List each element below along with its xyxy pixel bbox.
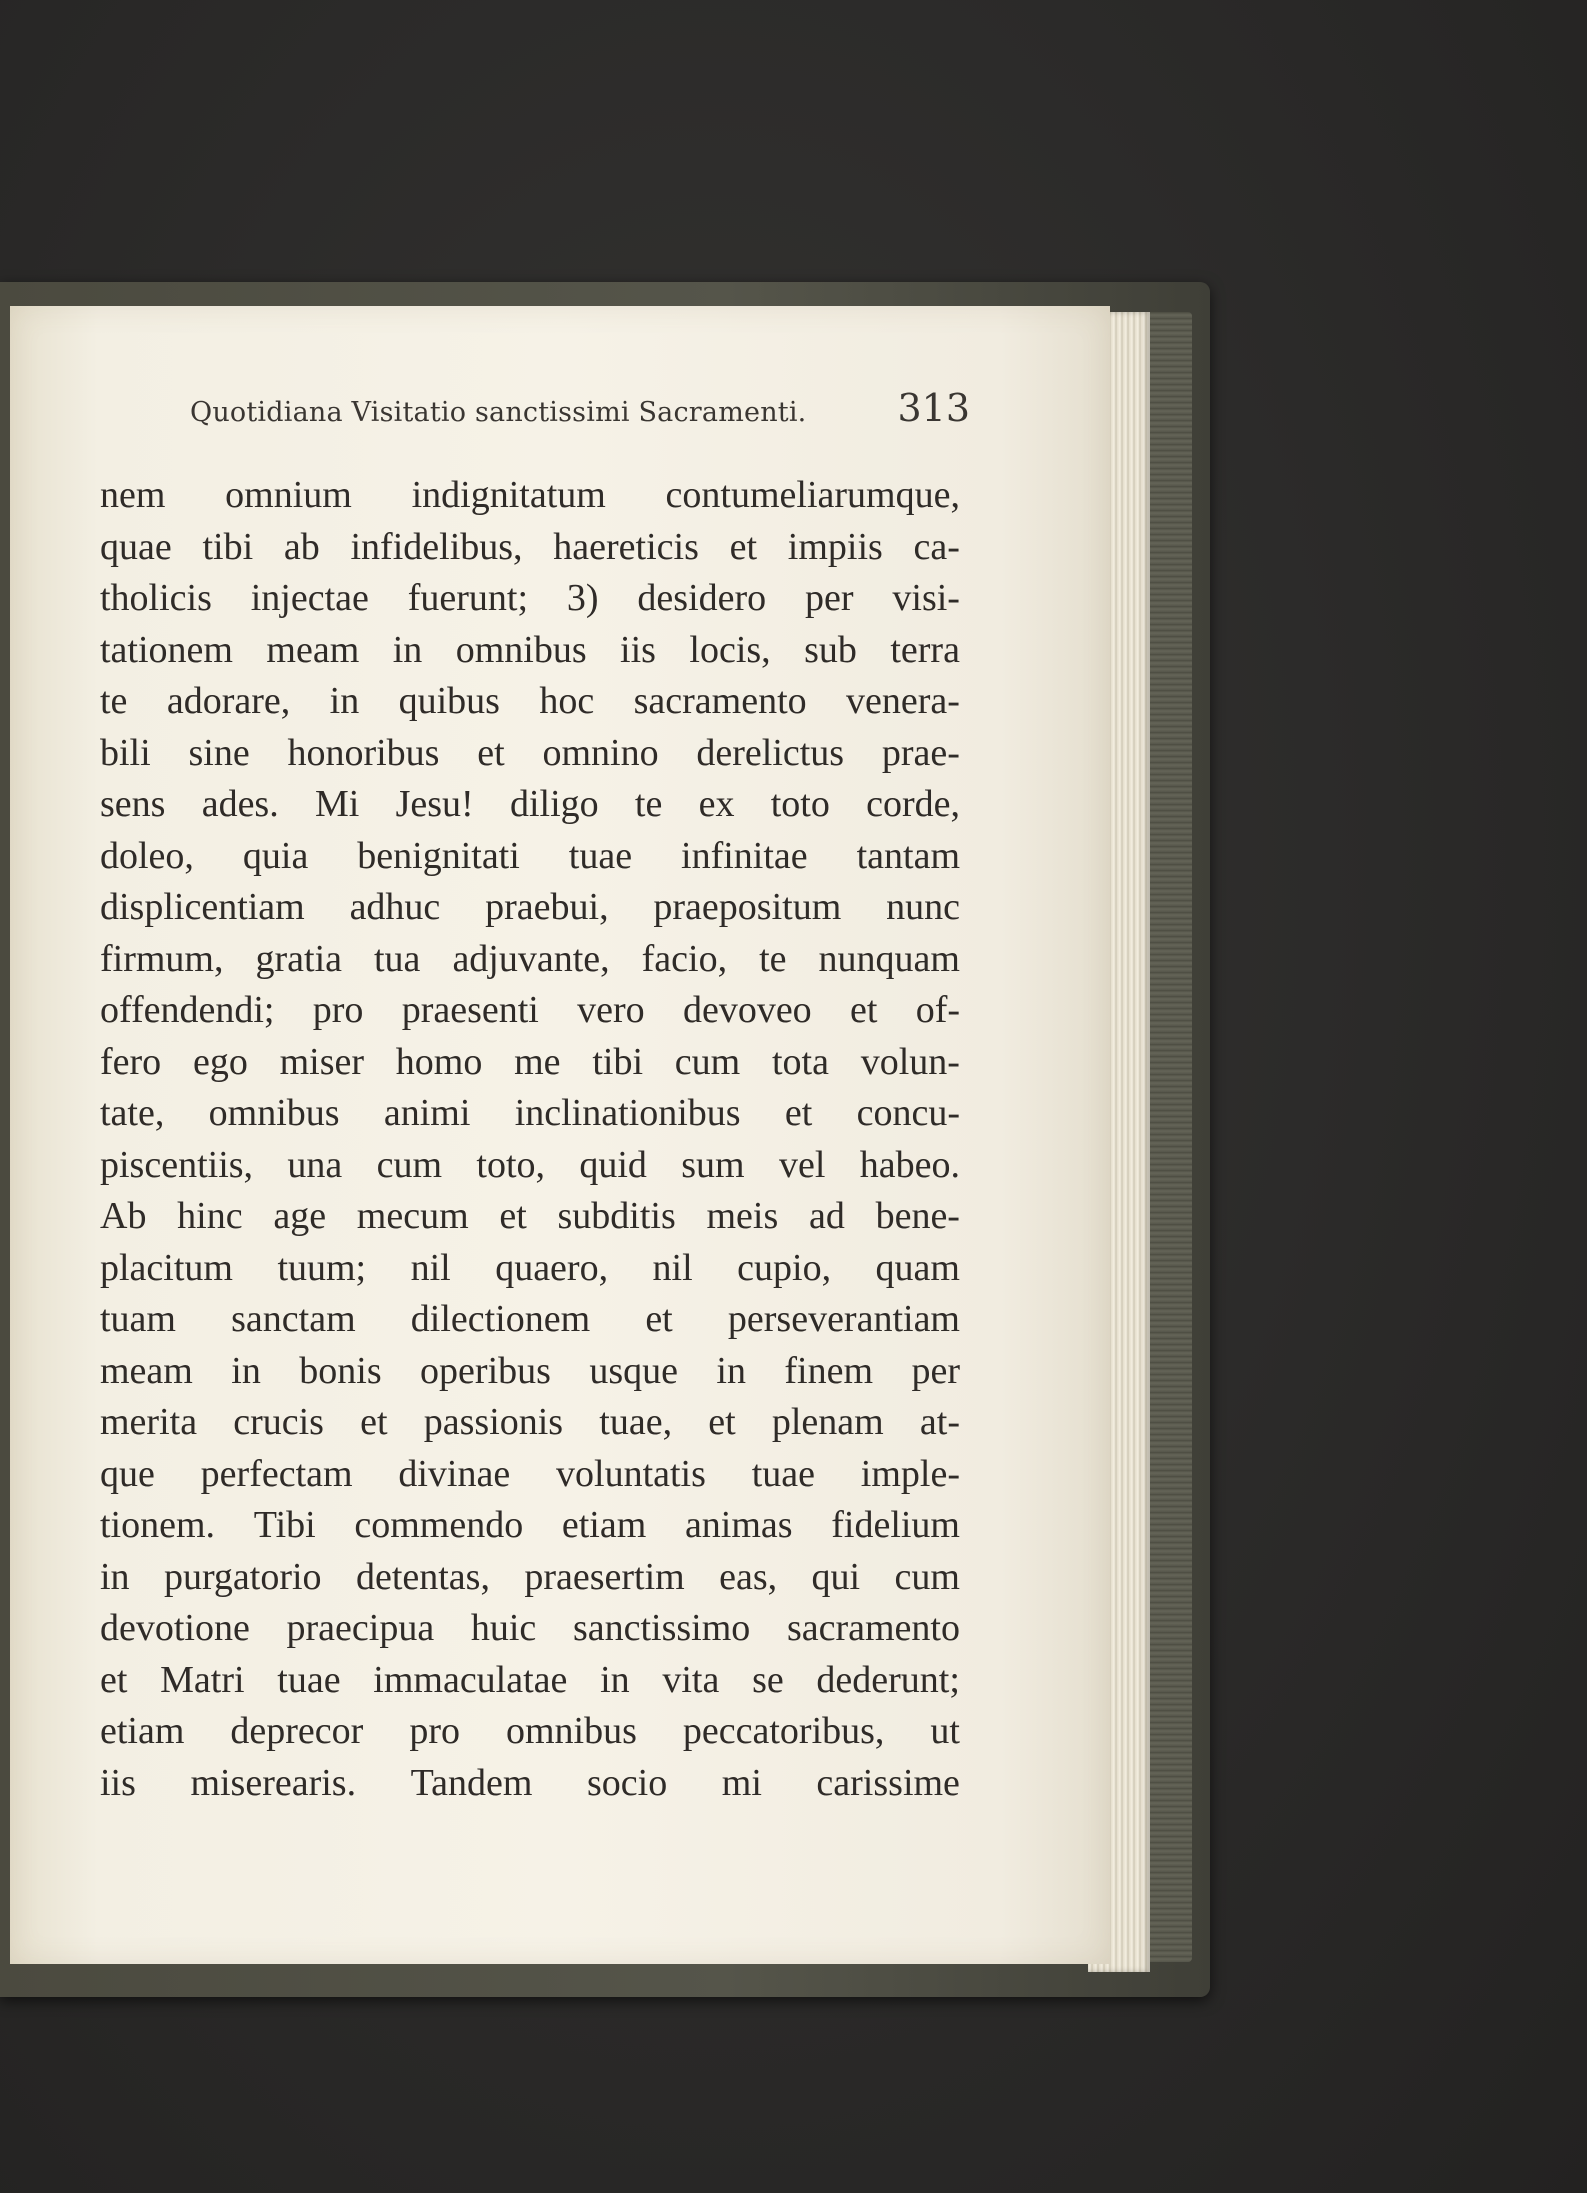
- text-line: merita crucis et passionis tuae, et plenam at-: [100, 1401, 960, 1443]
- text-line: tationem meam in omnibus iis locis, sub terra: [100, 628, 960, 671]
- text-line: in purgatorio detentas, praesertim eas, qui cum: [100, 1555, 960, 1598]
- text-line: offendendi; pro praesenti vero devoveo et of-: [100, 989, 960, 1031]
- text-line: tholicis injectae fuerunt; 3) desidero per visi-: [100, 577, 960, 619]
- text-line: bili sine honoribus et omnino derelictus prae-: [100, 731, 960, 774]
- text-line: sens ades. Mi Jesu! diligo te ex toto corde,: [100, 783, 960, 825]
- running-title: Quotidiana Visitatio sanctissimi Sacramenti.: [190, 397, 807, 428]
- text-line: devotione praecipua huic sanctissimo sacramento: [100, 1607, 960, 1649]
- text-line: et Matri tuae immaculatae in vita se dederunt;: [100, 1658, 960, 1701]
- text-line: tuam sanctam dilectionem et perseverantiam: [100, 1298, 960, 1340]
- text-line: tate, omnibus animi inclinationibus et concu-: [100, 1092, 960, 1134]
- text-line: Ab hinc age mecum et subditis meis ad bene-: [100, 1195, 960, 1237]
- text-line: que perfectam divinae voluntatis tuae imple-: [100, 1452, 960, 1495]
- text-line: piscentiis, una cum toto, quid sum vel habeo.: [100, 1143, 960, 1186]
- text-line: displicentiam adhuc praebui, praepositum nunc: [100, 886, 960, 928]
- text-line: quae tibi ab infidelibus, haereticis et impiis ca-: [100, 525, 960, 568]
- text-line: nem omnium indignitatum contumeliarumque,: [100, 474, 960, 516]
- running-head: [190, 386, 970, 436]
- text-line: fero ego miser homo me tibi cum tota volun-: [100, 1040, 960, 1083]
- text-line: etiam deprecor pro omnibus peccatoribus, ut: [100, 1710, 960, 1752]
- page-number: 313: [897, 386, 970, 430]
- text-line: te adorare, in quibus hoc sacramento venera-: [100, 680, 960, 722]
- text-line: firmum, gratia tua adjuvante, facio, te nunquam: [100, 937, 960, 980]
- body-text: [100, 470, 960, 1809]
- text-line: placitum tuum; nil quaero, nil cupio, quam: [100, 1246, 960, 1289]
- text-line: doleo, quia benignitati tuae infinitae tantam: [100, 834, 960, 877]
- text-line: iis miserearis. Tandem socio mi carissime: [100, 1761, 960, 1804]
- text-line: tionem. Tibi commendo etiam animas fidelium: [100, 1504, 960, 1546]
- text-line: meam in bonis operibus usque in finem per: [100, 1349, 960, 1392]
